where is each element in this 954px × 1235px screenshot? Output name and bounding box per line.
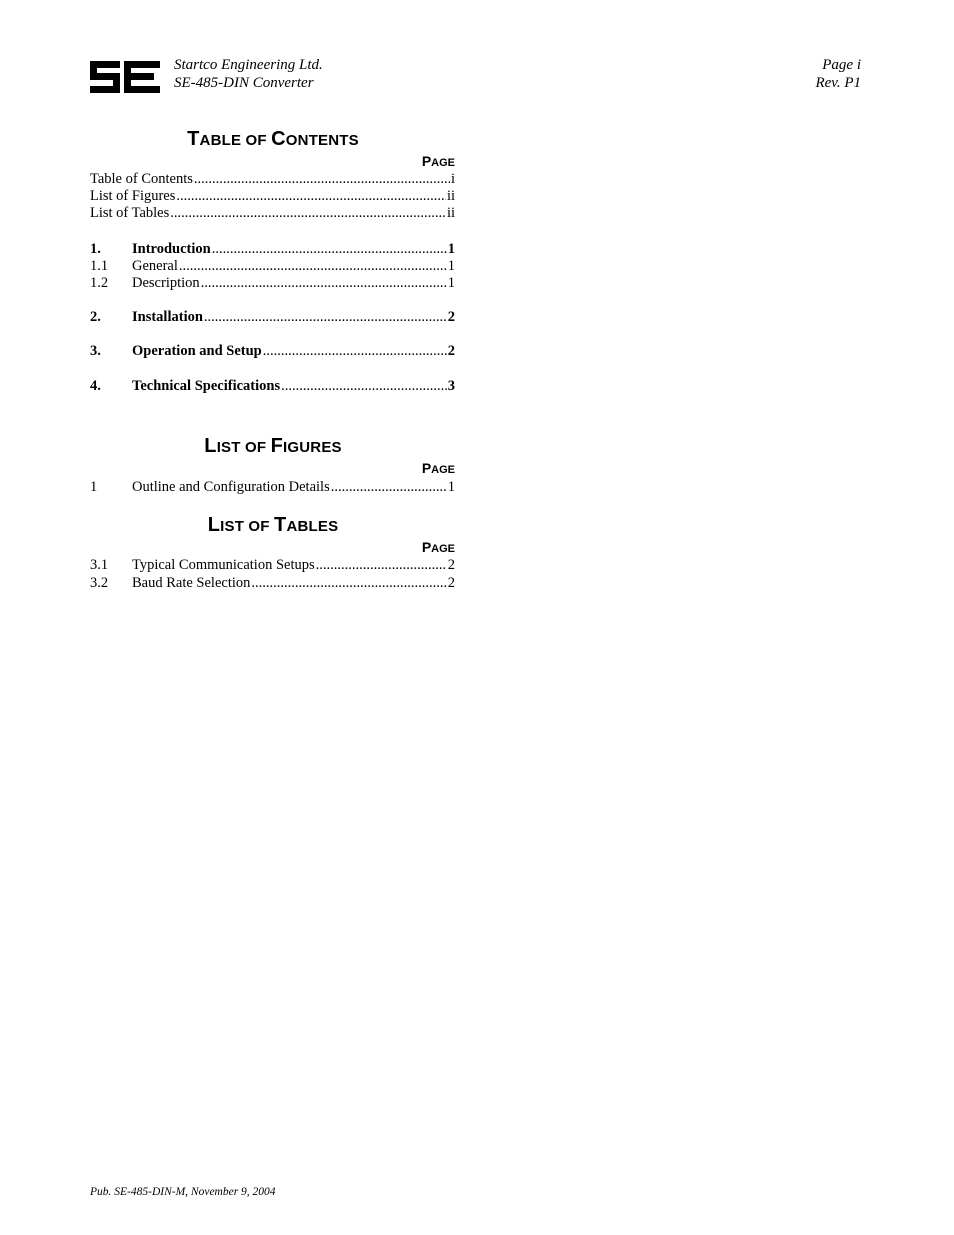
toc-entry-list-of-tables[interactable]: List of Tables ..... ii	[90, 205, 455, 222]
figure-entry-outline[interactable]: 1 Outline and Configuration Details ..... 1	[90, 479, 455, 496]
header-left	[174, 56, 323, 92]
toc-entry-introduction[interactable]: 1. Introduction ..... 1	[90, 241, 455, 258]
toc-entry-installation[interactable]: 2. Installation ..... 2	[90, 309, 455, 326]
tables-page-header: PAGE	[421, 539, 455, 555]
toc-entry-description[interactable]: 1.2 Description ..... 1	[90, 275, 455, 292]
toc-entry-list-of-figures[interactable]: List of Figures ..... ii	[90, 188, 455, 205]
toc-page-header: PAGE	[421, 153, 455, 169]
toc-entry-general[interactable]: 1.1 General ..... 1	[90, 258, 455, 275]
toc-entry-technical-specifications[interactable]: 4. Technical Specifications ..... 3	[90, 378, 455, 395]
toc-entry-table-of-contents[interactable]: Table of Contents ..... i	[90, 171, 455, 188]
figures-title: LIST OF FIGURES	[204, 435, 342, 457]
page-number: Page i	[822, 57, 861, 73]
product-name: SE-485-DIN Converter	[174, 75, 314, 91]
company-name: Startco Engineering Ltd.	[174, 57, 323, 73]
figures-page-header: PAGE	[421, 460, 455, 476]
publication-footer: Pub. SE-485-DIN-M, November 9, 2004	[90, 1186, 276, 1198]
tables-title: LIST OF TABLES	[207, 514, 339, 536]
toc-title: TABLE OF CONTENTS	[187, 128, 359, 150]
toc-entry-operation-and-setup[interactable]: 3. Operation and Setup ..... 2	[90, 343, 455, 360]
table-entry-typical-communication-setups[interactable]: 3.1 Typical Communication Setups ..... 2	[90, 557, 455, 574]
startco-logo-icon	[90, 61, 160, 93]
header-right	[815, 56, 861, 92]
revision: Rev. P1	[815, 75, 861, 91]
table-entry-baud-rate-selection[interactable]: 3.2 Baud Rate Selection ..... 2	[90, 575, 455, 592]
